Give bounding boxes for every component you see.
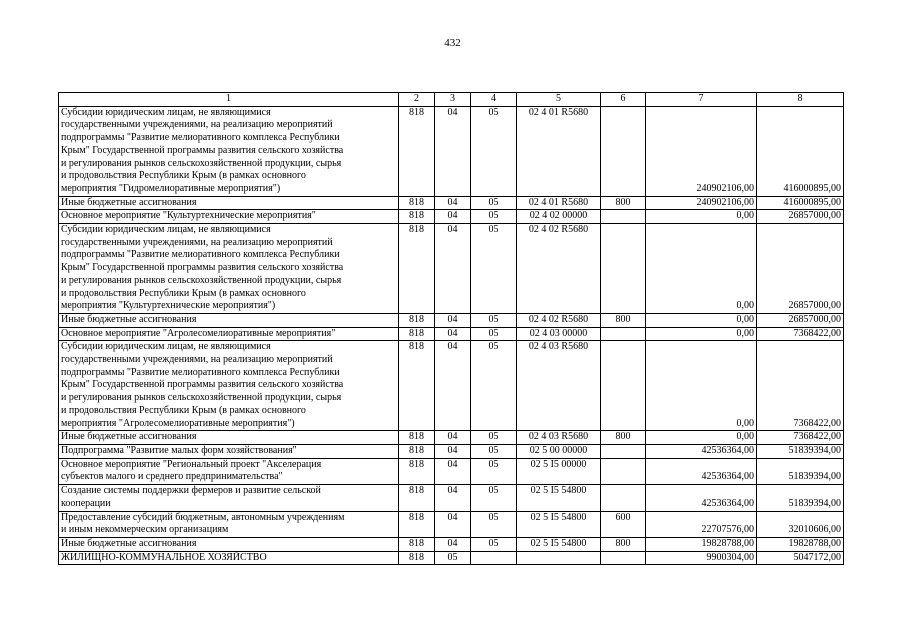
row-name-line: Основное мероприятие "Культуртехнические мероприятия": [61, 210, 316, 222]
row-name-cell: [59, 551, 399, 565]
row-name-cell: [59, 196, 399, 210]
target-article-cell: 02 5 00 00000: [517, 444, 601, 458]
budget-table: [58, 92, 844, 565]
amount-2021-cell: 19828788,00: [757, 537, 844, 551]
section-code-cell: 04: [435, 210, 471, 224]
amount-2021-cell: 5047172,00: [757, 551, 844, 565]
target-article-cell: 02 5 I5 54800: [517, 485, 601, 511]
grbs-code-cell: 818: [399, 458, 435, 484]
table-row: [59, 485, 844, 511]
amount-2020-cell: 0,00: [646, 210, 757, 224]
subsection-code-cell: 05: [471, 444, 517, 458]
amount-2020-cell: 240902106,00: [646, 196, 757, 210]
row-name-line: Субсидии юридическим лицам, не являющимися: [61, 224, 271, 236]
row-name-line: субъектов малого и среднего предпринимательства": [61, 471, 283, 483]
amount-2021-cell: 416000895,00: [757, 106, 844, 196]
grbs-code-cell: 818: [399, 485, 435, 511]
row-name-cell: [59, 327, 399, 341]
target-article-cell: 02 4 03 00000: [517, 327, 601, 341]
row-name-line: государственными учреждениями, на реализацию мероприятий: [61, 354, 333, 366]
subsection-code-cell: 05: [471, 341, 517, 431]
row-name-line: и продовольствия Республики Крым (в рамках основного: [61, 287, 306, 299]
grbs-code-cell: 818: [399, 210, 435, 224]
amount-2020-cell: 0,00: [646, 327, 757, 341]
amount-2020-cell: 42536364,00: [646, 485, 757, 511]
expense-type-cell: [601, 327, 646, 341]
target-article-cell: 02 4 02 00000: [517, 210, 601, 224]
subsection-code-cell: 05: [471, 196, 517, 210]
target-article-cell: 02 4 02 R5680: [517, 313, 601, 327]
expense-type-cell: [601, 210, 646, 224]
section-code-cell: 04: [435, 511, 471, 537]
expense-type-cell: 600: [601, 511, 646, 537]
amount-2020-cell: 240902106,00: [646, 106, 757, 196]
row-name-line: и продовольствия Республики Крым (в рамках основного: [61, 404, 306, 416]
row-name-line: Крым" Государственной программы развития сельского хозяйства: [61, 379, 344, 391]
target-article-cell: 02 5 I5 00000: [517, 458, 601, 484]
section-code-cell: 04: [435, 196, 471, 210]
section-code-cell: 04: [435, 106, 471, 196]
grbs-code-cell: 818: [399, 551, 435, 565]
table-row: [59, 511, 844, 537]
row-name-cell: [59, 431, 399, 445]
column-header: 1: [59, 93, 399, 107]
amount-2021-cell: 7368422,00: [757, 341, 844, 431]
amount-2021-cell: 51839394,00: [757, 485, 844, 511]
section-code-cell: 05: [435, 551, 471, 565]
column-header: 5: [517, 93, 601, 107]
section-code-cell: 04: [435, 537, 471, 551]
row-name-cell: [59, 224, 399, 314]
grbs-code-cell: 818: [399, 313, 435, 327]
section-code-cell: 04: [435, 341, 471, 431]
amount-2020-cell: 0,00: [646, 431, 757, 445]
row-name-line: Иные бюджетные ассигнования: [61, 196, 197, 208]
row-name-line: Предоставление субсидий бюджетным, автономным учреждениям: [61, 511, 345, 523]
row-name-line: и регулирования рынков сельскохозяйственной продукции, сырья: [61, 157, 342, 169]
subsection-code-cell: 05: [471, 224, 517, 314]
row-name-cell: [59, 485, 399, 511]
expense-type-cell: 800: [601, 196, 646, 210]
row-name-line: Иные бюджетные ассигнования: [61, 537, 197, 549]
expense-type-cell: 800: [601, 313, 646, 327]
column-header: 6: [601, 93, 646, 107]
row-name-line: Создание системы поддержки фермеров и развитие сельской: [61, 485, 321, 497]
grbs-code-cell: 818: [399, 537, 435, 551]
section-code-cell: 04: [435, 458, 471, 484]
row-name-line: Иные бюджетные ассигнования: [61, 431, 197, 443]
amount-2021-cell: 26857000,00: [757, 210, 844, 224]
target-article-cell: 02 5 I5 54800: [517, 537, 601, 551]
grbs-code-cell: 818: [399, 106, 435, 196]
target-article-cell: [517, 551, 601, 565]
target-article-cell: 02 4 02 R5680: [517, 224, 601, 314]
row-name-line: Крым" Государственной программы развития сельского хозяйства: [61, 144, 344, 156]
table-row: [59, 551, 844, 565]
subsection-code-cell: 05: [471, 485, 517, 511]
expense-type-cell: [601, 444, 646, 458]
table-header-row: [59, 93, 844, 107]
table-row: [59, 327, 844, 341]
row-name-line: Крым" Государственной программы развития сельского хозяйства: [61, 262, 344, 274]
grbs-code-cell: 818: [399, 224, 435, 314]
column-header: 8: [757, 93, 844, 107]
expense-type-cell: [601, 458, 646, 484]
table-row: [59, 210, 844, 224]
subsection-code-cell: 05: [471, 210, 517, 224]
expense-type-cell: 800: [601, 537, 646, 551]
amount-2020-cell: 0,00: [646, 313, 757, 327]
row-name-line: мероприятия "Агролесомелиоративные мероприятия"): [61, 417, 295, 429]
row-name-line: Подпрограмма "Развитие малых форм хозяйствования": [61, 444, 297, 456]
row-name-line: Основное мероприятие "Региональный проект "Акселерация: [61, 458, 322, 470]
grbs-code-cell: 818: [399, 196, 435, 210]
row-name-cell: [59, 210, 399, 224]
row-name-line: кооперации: [61, 497, 111, 509]
subsection-code-cell: [471, 551, 517, 565]
table-row: [59, 537, 844, 551]
target-article-cell: 02 4 03 R5680: [517, 341, 601, 431]
table-row: [59, 431, 844, 445]
subsection-code-cell: 05: [471, 511, 517, 537]
amount-2021-cell: 416000895,00: [757, 196, 844, 210]
target-article-cell: 02 4 01 R5680: [517, 106, 601, 196]
section-code-cell: 04: [435, 224, 471, 314]
row-name-cell: [59, 313, 399, 327]
row-name-line: и иным некоммерческим организациям: [61, 524, 229, 536]
column-header: 4: [471, 93, 517, 107]
row-name-line: мероприятия "Культуртехнические мероприятия"): [61, 300, 276, 312]
amount-2020-cell: 0,00: [646, 224, 757, 314]
row-name-cell: [59, 537, 399, 551]
target-article-cell: 02 4 03 R5680: [517, 431, 601, 445]
row-name-line: Субсидии юридическим лицам, не являющимися: [61, 106, 271, 118]
row-name-line: подпрограммы "Развитие мелиоративного комплекса Республики: [61, 366, 340, 378]
row-name-line: государственными учреждениями, на реализацию мероприятий: [61, 119, 333, 131]
row-name-line: и регулирования рынков сельскохозяйственной продукции, сырья: [61, 274, 342, 286]
amount-2020-cell: 42536364,00: [646, 458, 757, 484]
amount-2021-cell: 26857000,00: [757, 224, 844, 314]
row-name-line: Основное мероприятие "Агролесомелиоративные мероприятия": [61, 327, 336, 339]
amount-2020-cell: 0,00: [646, 341, 757, 431]
row-name-cell: [59, 458, 399, 484]
amount-2020-cell: 9900304,00: [646, 551, 757, 565]
column-header: 2: [399, 93, 435, 107]
section-code-cell: 04: [435, 485, 471, 511]
subsection-code-cell: 05: [471, 458, 517, 484]
table-row: [59, 196, 844, 210]
amount-2021-cell: 51839394,00: [757, 458, 844, 484]
amount-2020-cell: 19828788,00: [646, 537, 757, 551]
amount-2020-cell: 22707576,00: [646, 511, 757, 537]
row-name-cell: [59, 511, 399, 537]
row-name-cell: [59, 341, 399, 431]
grbs-code-cell: 818: [399, 511, 435, 537]
expense-type-cell: [601, 485, 646, 511]
subsection-code-cell: 05: [471, 537, 517, 551]
table-row: [59, 313, 844, 327]
table-row: [59, 444, 844, 458]
row-name-line: мероприятия "Гидромелиоративные мероприятия"): [61, 182, 281, 194]
table-row: [59, 106, 844, 196]
subsection-code-cell: 05: [471, 431, 517, 445]
expense-type-cell: [601, 106, 646, 196]
section-code-cell: 04: [435, 327, 471, 341]
amount-2021-cell: 32010606,00: [757, 511, 844, 537]
section-code-cell: 04: [435, 313, 471, 327]
row-name-cell: [59, 444, 399, 458]
expense-type-cell: [601, 224, 646, 314]
section-code-cell: 04: [435, 431, 471, 445]
table-row: [59, 341, 844, 431]
expense-type-cell: [601, 551, 646, 565]
target-article-cell: 02 4 01 R5680: [517, 196, 601, 210]
subsection-code-cell: 05: [471, 327, 517, 341]
grbs-code-cell: 818: [399, 431, 435, 445]
subsection-code-cell: 05: [471, 313, 517, 327]
row-name-line: Субсидии юридическим лицам, не являющимися: [61, 341, 271, 353]
amount-2021-cell: 26857000,00: [757, 313, 844, 327]
table-row: [59, 224, 844, 314]
expense-type-cell: 800: [601, 431, 646, 445]
row-name-line: Иные бюджетные ассигнования: [61, 313, 197, 325]
column-header: 3: [435, 93, 471, 107]
amount-2021-cell: 7368422,00: [757, 327, 844, 341]
row-name-line: государственными учреждениями, на реализацию мероприятий: [61, 236, 333, 248]
page-number: 432: [444, 37, 461, 49]
subsection-code-cell: 05: [471, 106, 517, 196]
grbs-code-cell: 818: [399, 444, 435, 458]
row-name-cell: [59, 106, 399, 196]
expense-type-cell: [601, 341, 646, 431]
table-row: [59, 458, 844, 484]
grbs-code-cell: 818: [399, 327, 435, 341]
grbs-code-cell: 818: [399, 341, 435, 431]
section-code-cell: 04: [435, 444, 471, 458]
row-name-line: и продовольствия Республики Крым (в рамках основного: [61, 170, 306, 182]
target-article-cell: 02 5 I5 54800: [517, 511, 601, 537]
amount-2021-cell: 7368422,00: [757, 431, 844, 445]
amount-2020-cell: 42536364,00: [646, 444, 757, 458]
row-name-line: ЖИЛИЩНО-КОММУНАЛЬНОЕ ХОЗЯЙСТВО: [61, 551, 267, 563]
row-name-line: подпрограммы "Развитие мелиоративного комплекса Республики: [61, 249, 340, 261]
amount-2021-cell: 51839394,00: [757, 444, 844, 458]
column-header: 7: [646, 93, 757, 107]
row-name-line: подпрограммы "Развитие мелиоративного комплекса Республики: [61, 132, 340, 144]
row-name-line: и регулирования рынков сельскохозяйственной продукции, сырья: [61, 392, 342, 404]
